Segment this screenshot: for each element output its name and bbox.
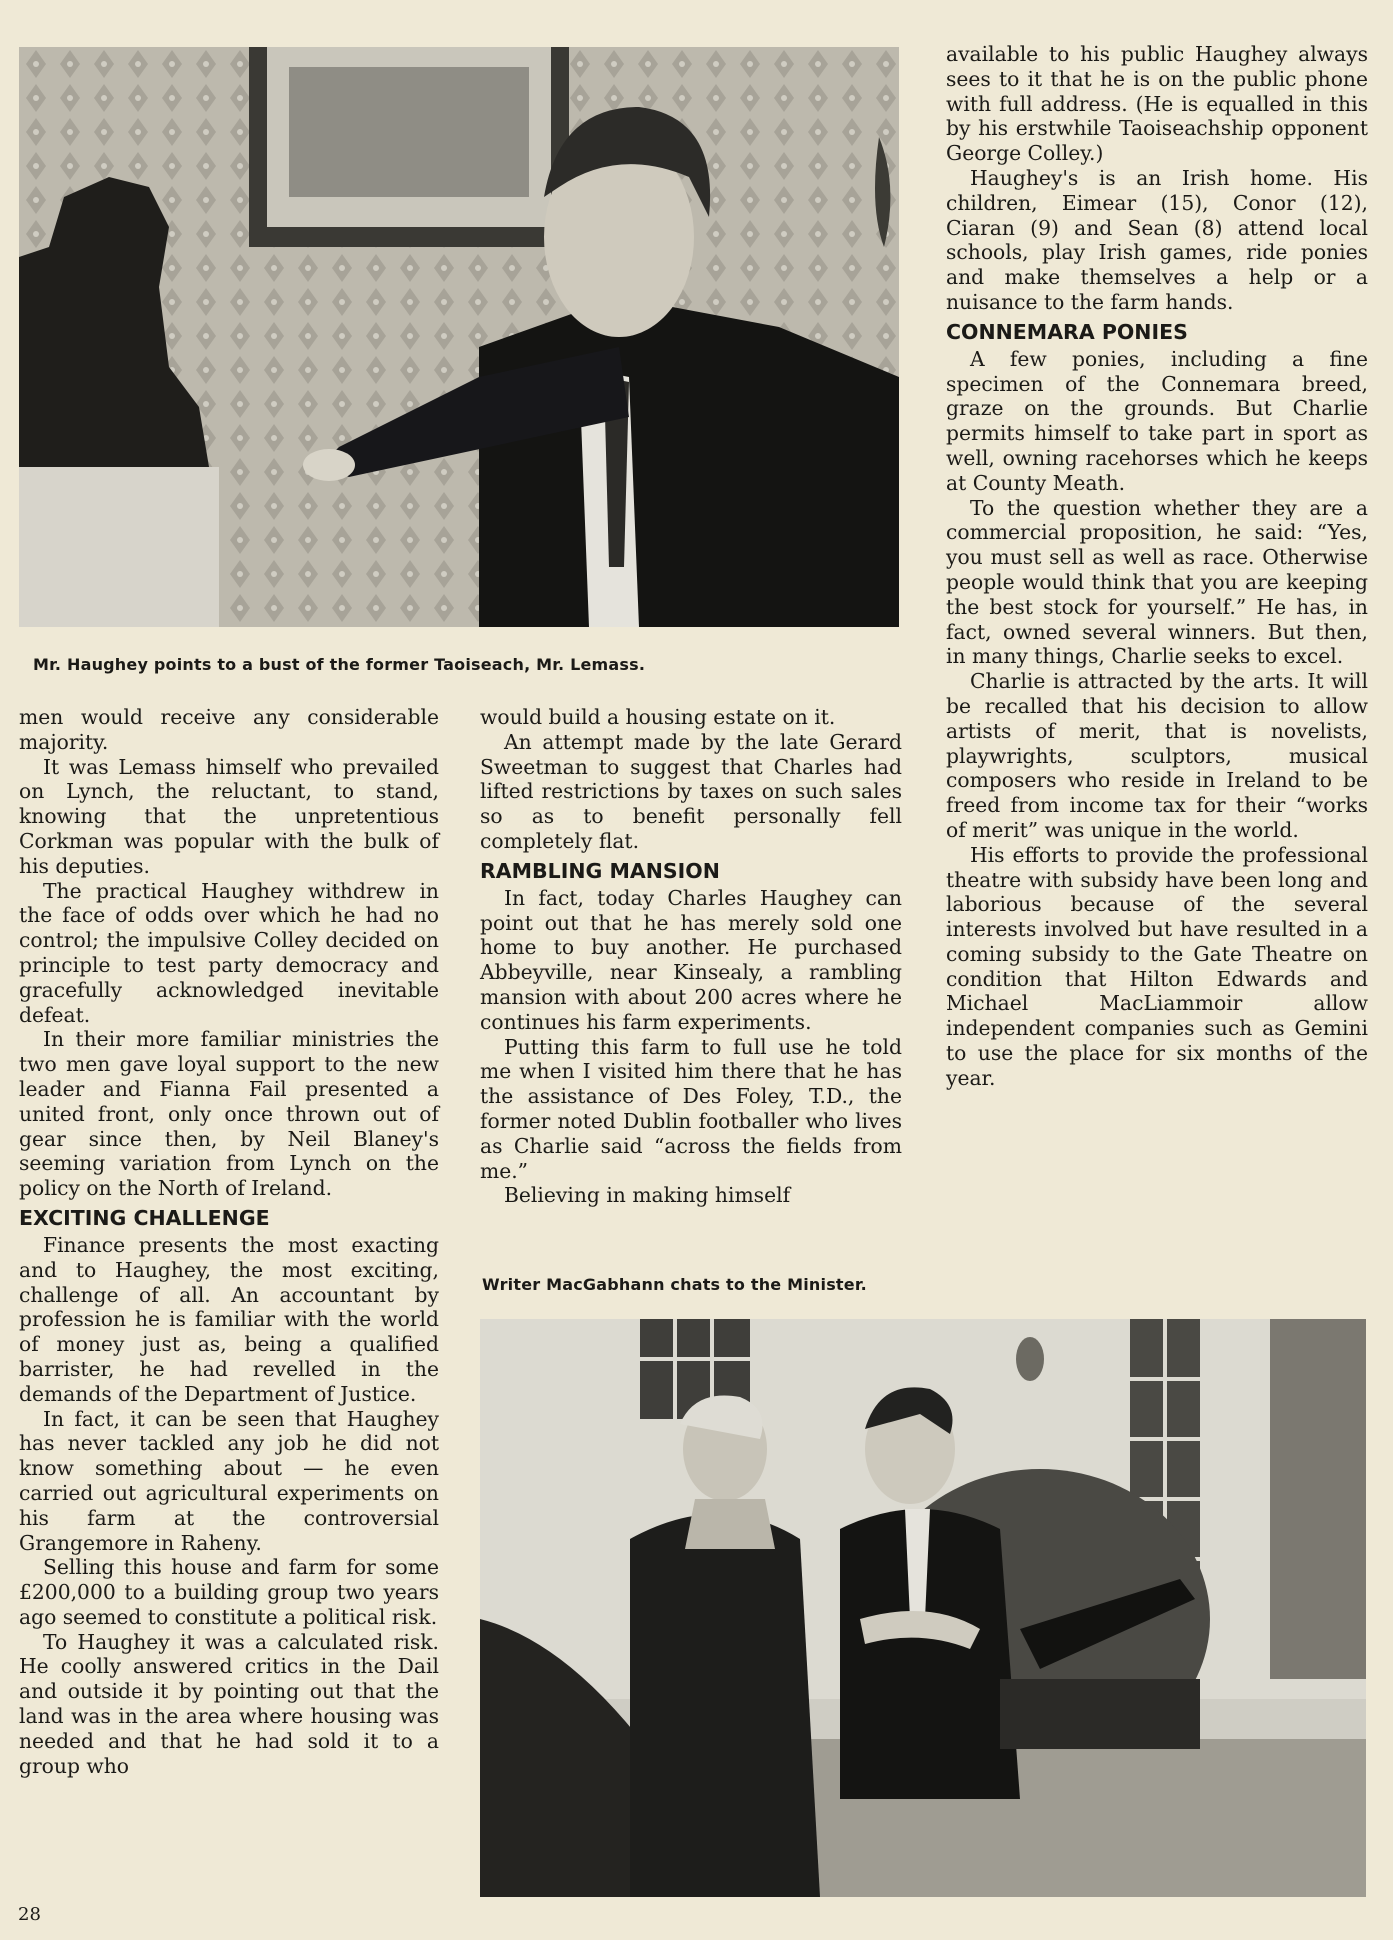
paragraph: Believing in making himself [504,1183,791,1208]
paragraph: To the question whether they are a commercial proposition, he said: “Yes, you must sell as well as race. Otherwise people would think that you are keeping the best stock for yourself.” He has, in fact, owned several winners. But then, in many things, Charlie seeks to excel. [946,495,1368,669]
page-number: 28 [18,1904,41,1925]
paragraph: In fact, it can be seen that Haughey has never tackled any job he did not know something about — he even carried out agricultural experiments on his farm at the controversial Grangemore in Raheny. [19,1406,439,1555]
photo-writer-and-minister [480,1319,1366,1897]
paragraph: It was Lemass himself who prevailed on Lynch, the reluctant, to stand, knowing that the unpretentious Corkman was popular with the bulk of his deputies. [19,754,439,878]
photo-caption-bottom: Writer MacGabhann chats to the Minister. [482,1275,867,1294]
paragraph: would build a housing estate on it. [480,705,836,729]
paragraph: Charlie is attracted by the arts. It will be recalled that his decision to allow artists of merit, that is novelists, playwrights, sculptors, musical composers who reside in Ireland to be freed from income tax for their “works of merit” was unique in the world. [946,669,1368,842]
paragraph: In their more familiar ministries the two men gave loyal support to the new leader and Fianna Fail presented a united front, only once thrown out of gear since then, by Neil Blaney's seeming variation from Lynch on the policy on the North of Ireland. [19,1027,439,1201]
section-heading: EXCITING CHALLENGE [19,1205,270,1230]
paragraph: Putting this farm to full use he told me when I visited him there that he has the assistance of Des Foley, T.D., the former noted Dublin footballer who lives as Charlie said “across the fields from me.” [480,1034,902,1183]
paragraph: Selling this house and farm for some £200,000 to a building group two years ago seemed to constitute a political risk. [19,1555,439,1629]
article-column-1 [19,705,439,1778]
paragraph: To Haughey it was a calculated risk. He coolly answered critics in the Dail and outside it by pointing out that the land was in the area where housing was needed and that he had sold it to a group who [19,1629,439,1778]
section-heading: CONNEMARA PONIES [946,319,1188,344]
article-column-3 [946,42,1368,1091]
paragraph: The practical Haughey withdrew in the face of odds over which he had no control; the impulsive Colley decided on principle to test party democracy and gracefully acknowledged inevitable defeat. [19,878,439,1027]
paragraph: In fact, today Charles Haughey can point out that he has merely sold one home to buy another. He purchased Abbeyville, near Kinsealy, a rambling mansion with about 200 acres where he continues his farm experiments. [480,885,902,1034]
paragraph: An attempt made by the late Gerard Sweetman to suggest that Charles had lifted restrictions by taxes on such sales so as to benefit personally fell completely flat. [480,729,902,853]
photo-caption-top: Mr. Haughey points to a bust of the former Taoiseach, Mr. Lemass. [33,655,646,674]
paragraph: A few ponies, including a fine specimen of the Connemara breed, graze on the grounds. But Charlie permits himself to take part in sport as well, owning racehorses which he keeps at County Meath. [946,346,1368,495]
paragraph: Haughey's is an Irish home. His children, Eimear (15), Conor (12), Ciaran (9) and Sean (8) attend local schools, play Irish games, ride ponies and make themselves a help or a nuisance to the farm hands. [946,165,1368,314]
paragraph: Finance presents the most exacting and to Haughey, the most exciting, challenge of all. An accountant by profession he is familiar with the world of money just as, being a qualified barrister, he had revelled in the demands of the Department of Justice. [19,1232,439,1406]
photo-haughey-bust [19,47,899,627]
article-column-2 [480,705,902,1208]
paragraph: men would receive any considerable majority. [19,705,439,754]
paragraph: available to his public Haughey always sees to it that he is on the public phone with full address. (He is equalled in this by his erstwhile Taoiseachship opponent George Colley.) [946,42,1368,166]
section-heading: RAMBLING MANSION [480,858,720,883]
paragraph: His efforts to provide the professional theatre with subsidy have been long and laborious because of the several interests involved but have resulted in a coming subsidy to the Gate Theatre on condition that Hilton Edwards and Michael MacLiammoir allow independent companies such as Gemini to use the place for six months of the year. [946,842,1368,1090]
